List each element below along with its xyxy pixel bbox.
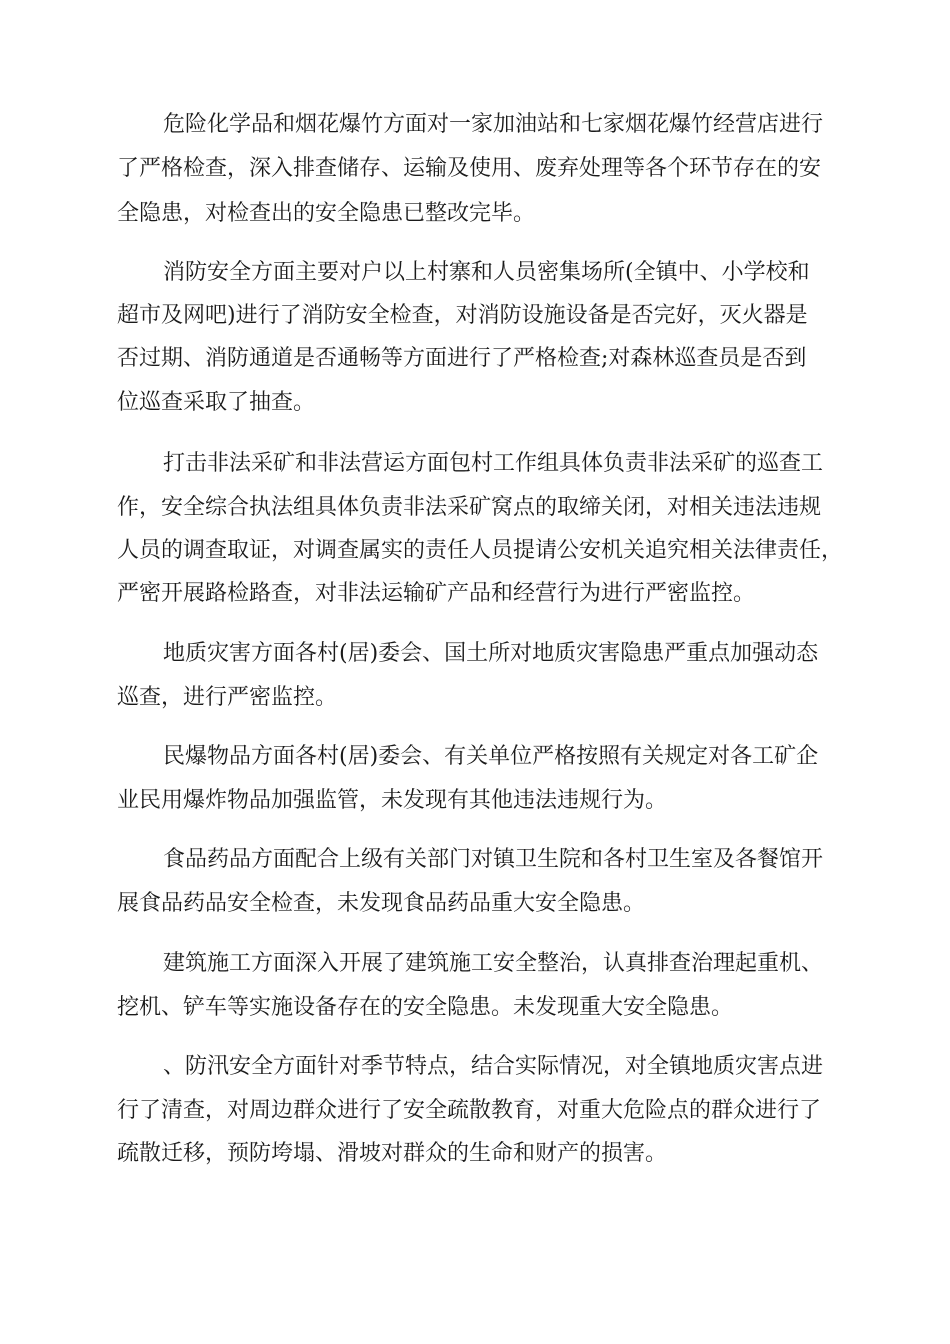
text-line: 危险化学品和烟花爆竹方面对一家加油站和七家烟花爆竹经营店进行 [163, 112, 824, 137]
text-line: 展食品药品安全检查，未发现食品药品重大安全隐患。 [117, 891, 646, 916]
text-line: 、防汛安全方面针对季节特点，结合实际情况，对全镇地质灾害点进 [163, 1054, 824, 1079]
text-line: 疏散迁移，预防垮塌、滑坡对群众的生命和财产的损害。 [117, 1141, 668, 1166]
text-line: 作，安全综合执法组具体负责非法采矿窝点的取缔关闭，对相关违法违规 [117, 495, 822, 520]
text-line: 否过期、消防通道是否通畅等方面进行了严格检查;对森林巡查员是否到 [117, 346, 807, 371]
text-line: 行了清查，对周边群众进行了安全疏散教育，对重大危险点的群众进行了 [117, 1098, 822, 1123]
text-line: 人员的调查取证，对调查属实的责任人员提请公安机关追究相关法律责任， [117, 538, 844, 563]
text-line: 位巡查采取了抽查。 [117, 390, 316, 415]
text-line: 全隐患，对检查出的安全隐患已整改完毕。 [117, 201, 536, 226]
text-line: 食品药品方面配合上级有关部门对镇卫生院和各村卫生室及各餐馆开 [163, 847, 824, 872]
text-line: 建筑施工方面深入开展了建筑施工安全整治，认真排查治理起重机、 [163, 951, 824, 976]
text-line: 业民用爆炸物品加强监管，未发现有其他违法违规行为。 [117, 788, 668, 813]
text-line: 巡查，进行严密监控。 [117, 685, 338, 710]
text-line: 消防安全方面主要对户以上村寨和人员密集场所(全镇中、小学校和 [163, 260, 810, 285]
text-line: 地质灾害方面各村(居)委会、国土所对地质灾害隐患严重点加强动态 [163, 641, 819, 666]
text-line: 严密开展路检路查，对非法运输矿产品和经营行为进行严密监控。 [117, 581, 756, 606]
text-line: 打击非法采矿和非法营运方面包村工作组具体负责非法采矿的巡查工 [163, 451, 824, 476]
text-line: 超市及网吧)进行了消防安全检查，对消防设施设备是否完好，灭火器是 [117, 303, 808, 328]
text-line: 民爆物品方面各村(居)委会、有关单位严格按照有关规定对各工矿企 [163, 744, 819, 769]
text-line: 挖机、铲车等实施设备存在的安全隐患。未发现重大安全隐患。 [117, 995, 734, 1020]
text-line: 了严格检查，深入排查储存、运输及使用、废弃处理等各个环节存在的安 [117, 156, 822, 181]
